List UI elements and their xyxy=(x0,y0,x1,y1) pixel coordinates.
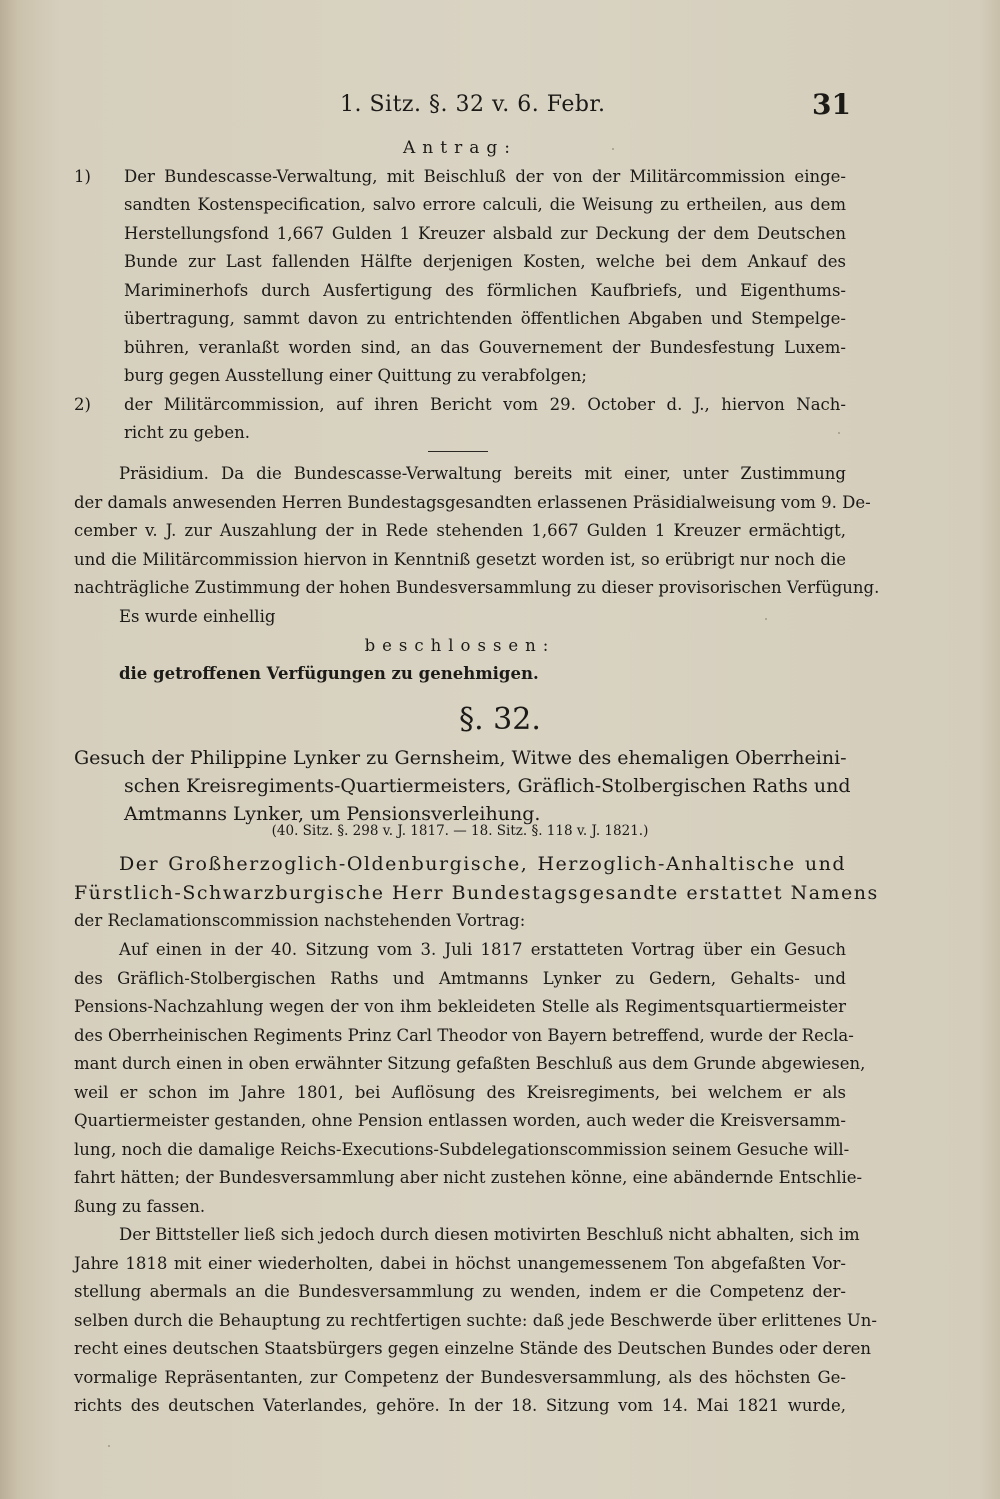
report-line: Quartiermeister gestanden, ohne Pension entlassen worden, auch weder die Kreisversamm- xyxy=(74,1111,846,1130)
report-paragraph-2 xyxy=(74,1221,877,1421)
report-line: Jahre 1818 mit einer wiederholten, dabei in höchst unangemessenem Ton abgefaßten Vor- xyxy=(74,1253,846,1273)
item-line: sandten Kostenspecification, salvo errore calculi, die Weisung zu ertheilen, aus dem xyxy=(124,195,846,214)
resolution-text: die getroffenen Verfügungen zu genehmigen. xyxy=(119,664,539,683)
speaker-line: Fürstlich-Schwarzburgische Herr Bundestagsgesandte erstattet Namens xyxy=(74,881,879,904)
report-line: weil er schon im Jahre 1801, bei Auflösung des Kreisregiments, bei welchem er als xyxy=(74,1082,846,1102)
presidium-line: cember v. J. zur Auszahlung der in Rede stehenden 1,667 Gulden 1 Kreuzer ermächtigt, xyxy=(74,521,846,540)
item-line: Herstellungsfond 1,667 Gulden 1 Kreuzer alsbald zur Deckung der dem Deutschen xyxy=(124,223,846,243)
report-line: stellung abermals an die Bundesversammlung zu wenden, indem er die Competenz der- xyxy=(74,1282,846,1301)
presidium-line: und die Militärcommission hiervon in Kenntniß gesetzt worden ist, so erübrigt nur noch die xyxy=(74,549,846,569)
report-line: vormalige Repräsentanten, zur Competenz der Bundesversammlung, als des höchsten Ge- xyxy=(74,1367,846,1387)
presidium-block xyxy=(74,460,880,603)
presidium-line: Präsidium. Da die Bundescasse-Verwaltung bereits mit einer, unter Zustimmung xyxy=(119,464,846,483)
report-line: Pensions-Nachzahlung wegen der von ihm bekleideten Stelle als Regimentsquartiermeister xyxy=(74,997,846,1016)
item-text xyxy=(124,163,846,391)
speaker-line: Der Großherzoglich-Oldenburgische, Herzoglich-Anhaltische und xyxy=(119,853,846,875)
item-number: 1) xyxy=(74,166,91,186)
report-line: des Gräflich-Stolbergischen Raths und Amtmanns Lynker zu Gedern, Gehalts- und xyxy=(74,968,846,988)
running-title: 1. Sitz. §. 32 v. 6. Febr. xyxy=(340,92,606,117)
item-line: übertragung, sammt davon zu entrichtenden öffentlichen Abgaben und Stempelge- xyxy=(124,309,846,328)
item-text xyxy=(124,391,846,448)
report-line: des Oberrheinischen Regiments Prinz Carl Theodor von Bayern betreffend, wurde der Recla- xyxy=(74,1025,854,1045)
section-subject xyxy=(74,744,851,828)
item-number: 2) xyxy=(74,394,91,414)
page-number: 31 xyxy=(812,88,851,121)
report-line: richts des deutschen Vaterlandes, gehöre. In der 18. Sitzung vom 14. Mai 1821 wurde, xyxy=(74,1396,846,1415)
report-line: fahrt hätten; der Bundesversammlung aber nicht zustehen könne, eine abändernde Entschlie- xyxy=(74,1168,863,1187)
item-line: Bunde zur Last fallenden Hälfte derjenigen Kosten, welche bei dem Ankauf des xyxy=(124,252,846,271)
running-header xyxy=(0,88,1000,128)
paper-speck xyxy=(108,1445,110,1447)
report-line: ßung zu fassen. xyxy=(74,1196,206,1216)
presidium-line: nachträgliche Zustimmung der hohen Bundesversammlung zu dieser provisorischen Verfügung. xyxy=(74,578,880,597)
item-line: Der Bundescasse-Verwaltung, mit Beischluß der von der Militärcommission einge- xyxy=(124,166,846,186)
resolution-intro: Es wurde einhellig xyxy=(119,607,276,626)
section-citation: (40. Sitz. §. 298 v. J. 1817. — 18. Sitz. §. 118 v. J. 1821.) xyxy=(271,823,649,839)
report-paragraph-1 xyxy=(74,936,866,1221)
motion-heading: Antrag: xyxy=(403,138,517,158)
subject-line: schen Kreisregiments-Quartiermeisters, Gräflich-Stolbergischen Raths und xyxy=(124,775,851,797)
presidium-line: der damals anwesenden Herren Bundestagsgesandten erlassenen Präsidialweisung vom 9. De- xyxy=(74,492,871,512)
subject-line: Gesuch der Philippine Lynker zu Gernsheim, Witwe des ehemaligen Oberrheini- xyxy=(74,747,847,769)
paper-speck xyxy=(612,148,614,150)
report-line: Auf einen in der 40. Sitzung vom 3. Juli 1817 erstatteten Vortrag über ein Gesuch xyxy=(119,940,846,959)
motion-block xyxy=(74,134,846,448)
report-line: recht eines deutschen Staatsbürgers gegen einzelne Stände des Deutschen Bundes oder deren xyxy=(74,1339,872,1358)
section-heading: §. 32. xyxy=(459,702,541,737)
item-line: bühren, veranlaßt worden sind, an das Gouvernement der Bundesfestung Luxem- xyxy=(124,337,846,357)
report-line: lung, noch die damalige Reichs-Executions-Subdelegationscommission seinem Gesuche will- xyxy=(74,1139,850,1159)
motion-item xyxy=(74,391,846,448)
speaker-line: der Reclamationscommission nachstehenden Vortrag: xyxy=(74,911,526,930)
paper-speck xyxy=(765,618,767,620)
report-line: selben durch die Behauptung zu rechtfertigen suchte: daß jede Beschwerde über erlittenes Un- xyxy=(74,1310,877,1330)
report-line: Der Bittsteller ließ sich jedoch durch diesen motivirten Beschluß nicht abhalten, sich im xyxy=(119,1225,860,1244)
paper-speck xyxy=(838,432,840,434)
speaker-block xyxy=(74,850,879,936)
item-line: burg gegen Ausstellung einer Quittung zu verabfolgen; xyxy=(124,366,587,385)
resolution-block xyxy=(74,603,846,689)
report-line: mant durch einen in oben erwähnter Sitzung gefaßten Beschluß aus dem Grunde abgewiesen, xyxy=(74,1054,866,1073)
item-line: Mariminerhofs durch Ausfertigung des förmlichen Kaufbriefs, und Eigenthums- xyxy=(124,280,846,300)
resolution-keyword: beschlossen: xyxy=(364,635,556,655)
motion-item xyxy=(74,163,846,391)
item-line: der Militärcommission, auf ihren Bericht vom 29. October d. J., hiervon Nach- xyxy=(124,394,846,414)
item-line: richt zu geben. xyxy=(124,423,250,442)
divider-rule xyxy=(428,451,488,452)
subject-line: Amtmanns Lynker, um Pensionsverleihung. xyxy=(124,803,541,825)
